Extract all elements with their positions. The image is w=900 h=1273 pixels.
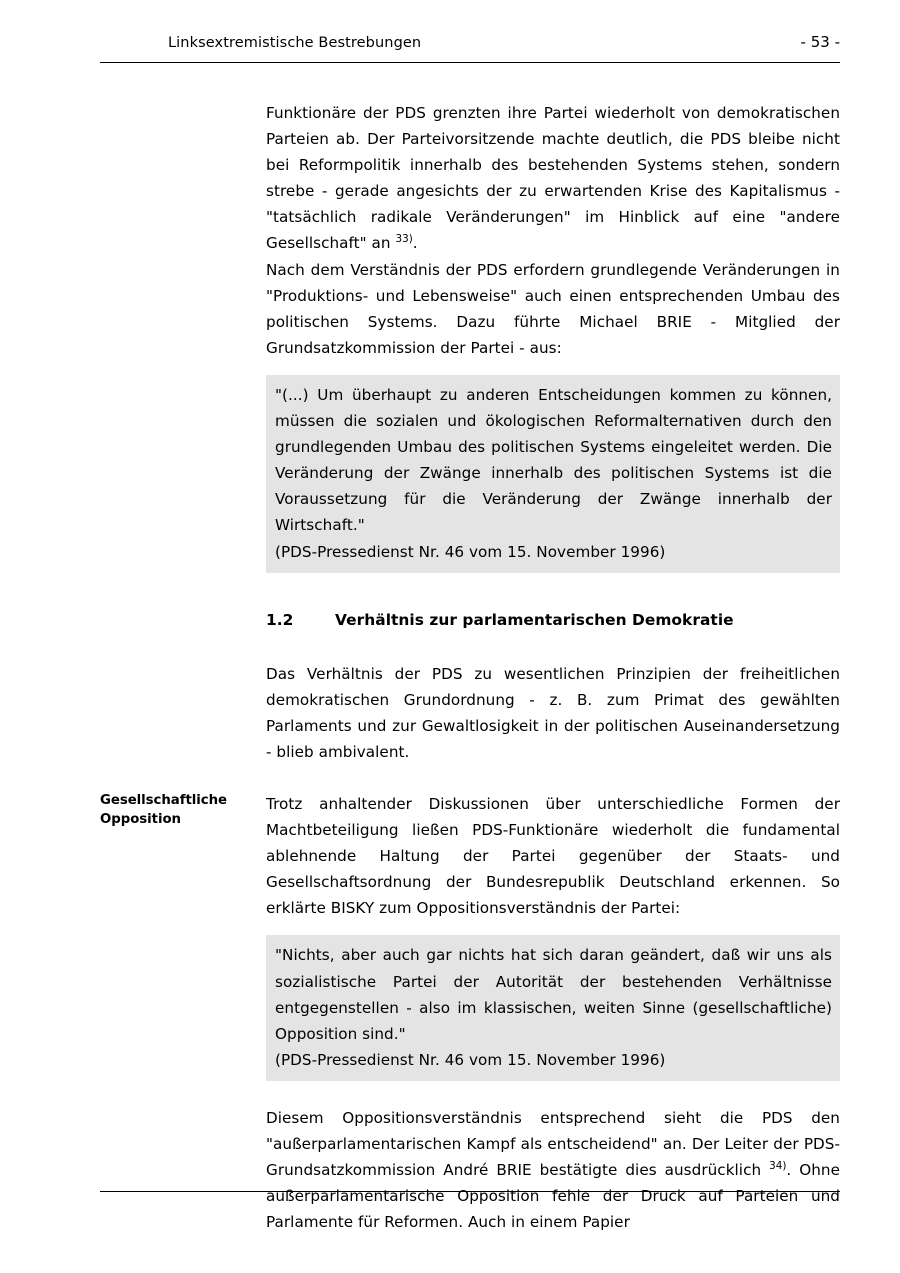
running-header xyxy=(100,33,840,51)
quote-block-1 xyxy=(266,375,840,573)
paragraph-1-text: Funktionäre der PDS grenzten ihre Partei wiederholt von demokratischen Parteien ab. Der Parteivorsitzende machte deutlich, die PDS bleibe nicht bei Reformpolitik innerhalb des bestehenden Systems stehen, sondern strebe - gerade angesichts der zu erwartenden Krise des Kapitalismus - "tatsächlich radikale Veränderungen" im Hinblick auf eine "andere Gesellschaft" an xyxy=(266,104,840,253)
spacer xyxy=(100,573,840,609)
spacer xyxy=(100,1081,840,1105)
paragraph-block-5 xyxy=(100,1105,840,1235)
paragraph-2: Nach dem Verständnis der PDS erfordern grundlegende Veränderungen in "Produktions- und Lebensweise" auch einen entsprechenden Umbau des politischen Systems. Dazu führte Michael BRIE - Mitglied der Grundsatzkommission der Partei - aus: xyxy=(266,260,840,357)
paragraph-5 xyxy=(266,1105,840,1235)
paragraph-block-3 xyxy=(100,661,840,765)
quote-2-source: (PDS-Pressedienst Nr. 46 vom 15. November 1996) xyxy=(275,1050,666,1069)
spacer xyxy=(100,765,840,791)
header-title: Linksextremistische Bestrebungen xyxy=(168,35,422,51)
quote-block-2 xyxy=(266,935,840,1080)
footnote-marker-34: 34) xyxy=(769,1160,787,1173)
section-heading-row xyxy=(100,609,840,631)
paragraph-block-2 xyxy=(100,257,840,361)
spacer xyxy=(100,921,840,935)
spacer xyxy=(100,631,840,661)
quote-2-text: "Nichts, aber auch gar nichts hat sich daran geändert, daß wir uns als sozialistische Partei der Autorität der bestehenden Verhältnisse entgegenstellen - also im klassischen, weiten Sinne (gesellschaftliche) Opposition sind." xyxy=(275,946,832,1043)
marginal-note-line-2: Opposition xyxy=(100,811,181,827)
section-number: 1.2 xyxy=(266,610,294,629)
paragraph-5-text-b: . Ohne außerparlamentarische Opposition fehle der Druck auf Parteien und Parlamente für Reformen. Auch in einem Papier xyxy=(266,1161,840,1232)
paragraph-5-text-a: Diesem Oppositionsverständnis entsprechend sieht die PDS den "außerparlamentarischen Kampf als entscheidend" an. Der Leiter der PDS-Grundsatzkommission André BRIE bestätigte dies ausdrücklich xyxy=(266,1108,840,1180)
paragraph-block-4 xyxy=(100,791,840,921)
quote-block-1-row xyxy=(100,375,840,573)
spacer xyxy=(100,361,840,375)
header-rule xyxy=(100,62,840,63)
paragraph-3: Das Verhältnis der PDS zu wesentlichen Prinzipien der freiheitlichen demokratischen Grundordnung - z. B. zum Primat des gewählten Parlaments und zur Gewaltlosigkeit in der politischen Auseinandersetzung - blieb ambivalent. xyxy=(266,664,840,761)
section-heading xyxy=(266,609,840,631)
quote-1-text: "(...) Um überhaupt zu anderen Entscheidungen kommen zu können, müssen die sozialen und ökologischen Reformalternativen durch den grundlegenden Umbau des politischen Systems eingeleitet werden. Die Veränderung der Zwänge innerhalb des politischen Systems ist die Voraussetzung für die Veränderung der Zwänge innerhalb der Wirtschaft." xyxy=(275,385,832,535)
marginal-note-gesellschaftliche-opposition xyxy=(100,791,250,829)
page-number: - 53 - xyxy=(800,33,840,51)
page-content xyxy=(100,100,840,1235)
footnote-marker-33: 33) xyxy=(395,233,413,246)
marginal-note-line-1: Gesellschaftliche xyxy=(100,792,227,808)
paragraph-4: Trotz anhaltender Diskussionen über unterschiedliche Formen der Machtbeteiligung ließen PDS-Funktionäre wiederholt die fundamental ablehnende Haltung der Partei gegenüber der Staats- und Gesellschaftsordnung der Bundesrepublik Deutschland erkennen. So erklärte BISKY zum Oppositionsverständnis der Partei: xyxy=(266,794,840,918)
section-title: Verhältnis zur parlamentarischen Demokratie xyxy=(335,610,734,629)
quote-block-2-row xyxy=(100,935,840,1080)
paragraph-1 xyxy=(266,100,840,257)
paragraph-block-1 xyxy=(100,100,840,257)
paragraph-1-tail: . xyxy=(412,234,418,253)
quote-1-source: (PDS-Pressedienst Nr. 46 vom 15. November 1996) xyxy=(275,542,666,561)
